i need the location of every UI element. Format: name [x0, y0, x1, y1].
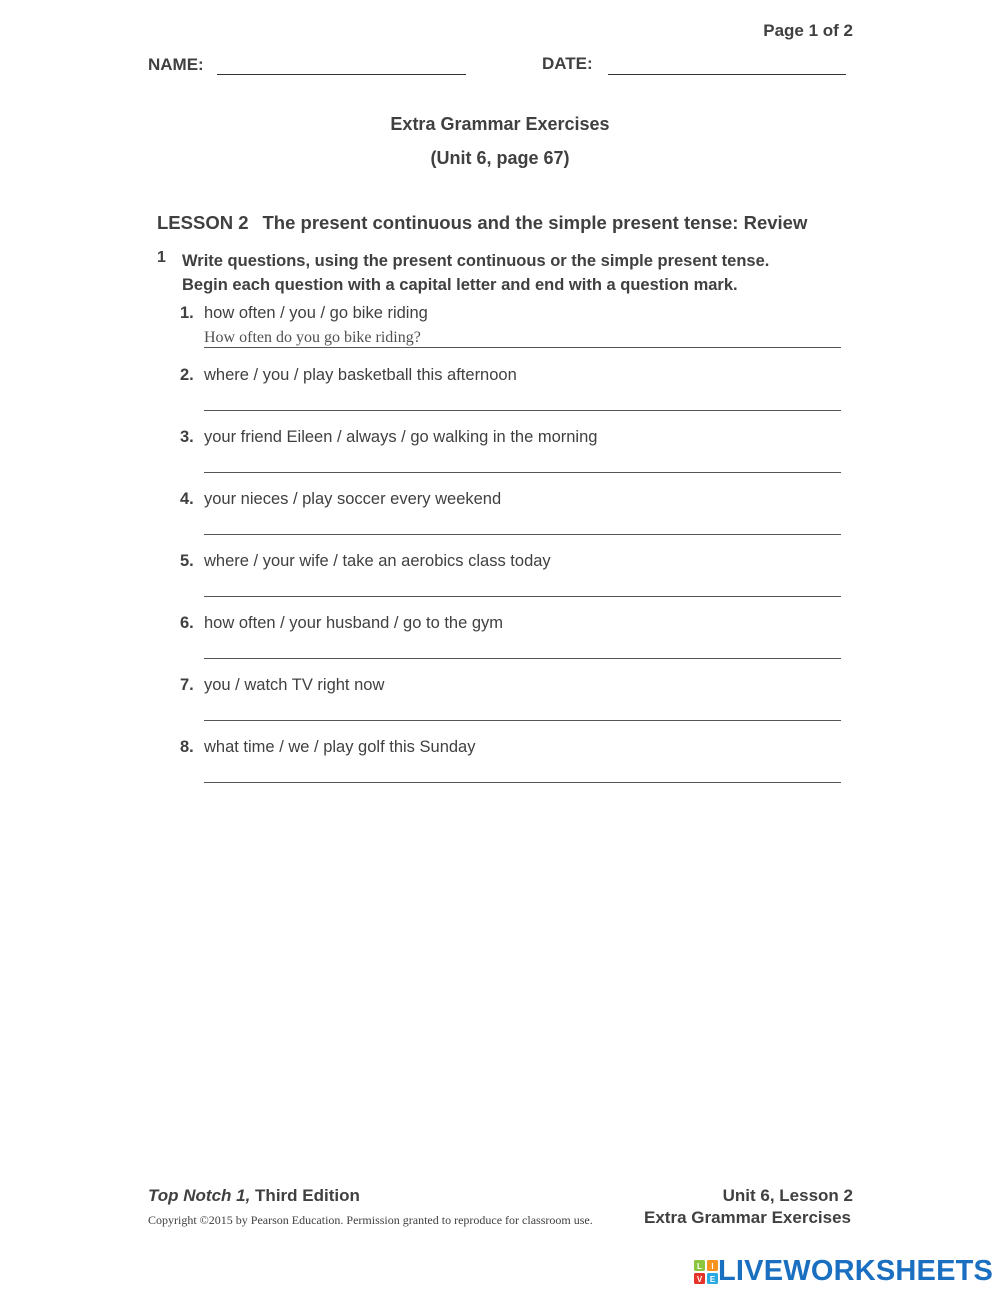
svg-text:V: V	[696, 1274, 703, 1284]
answer-line[interactable]	[204, 596, 841, 597]
item-number: 7.	[180, 676, 194, 694]
item-prompt: where / your wife / take an aerobics class today	[204, 552, 551, 570]
name-label: NAME:	[148, 55, 204, 74]
item-prompt: where / you / play basketball this afternoon	[204, 366, 517, 384]
answer-line[interactable]	[204, 720, 841, 721]
item-number: 8.	[180, 738, 194, 756]
footer-section: Extra Grammar Exercises	[644, 1208, 851, 1227]
item-prompt: your friend Eileen / always / go walking in the morning	[204, 428, 598, 446]
liveworksheets-wordmark: LIVEWORKSHEETS	[718, 1255, 994, 1287]
book-title	[148, 1186, 360, 1206]
date-label: DATE:	[542, 54, 593, 73]
answer-line[interactable]	[204, 782, 841, 783]
item-number: 3.	[180, 428, 194, 446]
lesson-topic: The present continuous and the simple present tense: Review	[262, 212, 808, 233]
liveworksheets-logo[interactable]	[694, 1255, 993, 1288]
page-number: Page 1 of 2	[763, 21, 853, 40]
answer-line[interactable]	[204, 410, 841, 411]
answer-line[interactable]	[204, 658, 841, 659]
item-number: 6.	[180, 614, 194, 632]
item-number: 2.	[180, 366, 194, 384]
instruction-line-1: Write questions, using the present continuous or the simple present tense.	[182, 252, 770, 270]
svg-text:I: I	[711, 1261, 714, 1271]
liveworksheets-blocks-icon	[694, 1260, 718, 1284]
copyright-notice: Copyright ©2015 by Pearson Education. Permission granted to reproduce for classroom use.	[148, 1213, 593, 1227]
item-prompt: how often / you / go bike riding	[204, 304, 428, 322]
item-number: 1.	[180, 304, 194, 322]
item-number: 5.	[180, 552, 194, 570]
item-prompt: what time / we / play golf this Sunday	[204, 738, 476, 756]
lesson-label: LESSON 2	[157, 212, 249, 233]
footer-unit: Unit 6, Lesson 2	[722, 1186, 853, 1205]
svg-text:E: E	[709, 1274, 716, 1284]
lesson-heading	[157, 212, 807, 234]
name-field[interactable]	[217, 74, 466, 75]
item-number: 4.	[180, 490, 194, 508]
worksheet-title: Extra Grammar Exercises	[390, 114, 610, 134]
answer-line[interactable]	[204, 534, 841, 535]
item-prompt: how often / your husband / go to the gym	[204, 614, 504, 632]
date-field[interactable]	[608, 74, 846, 75]
exercise-instructions	[182, 249, 842, 297]
book-edition: Third Edition	[255, 1186, 360, 1205]
answer-line[interactable]	[204, 347, 841, 348]
svg-text:L: L	[697, 1261, 702, 1271]
worksheet-subtitle: (Unit 6, page 67)	[430, 148, 570, 168]
book-title-italic: Top Notch 1,	[148, 1186, 251, 1205]
answer-line[interactable]	[204, 472, 841, 473]
instruction-line-2: Begin each question with a capital letter and end with a question mark.	[182, 276, 738, 294]
exercise-number: 1	[157, 249, 166, 266]
item-prompt: you / watch TV right now	[204, 676, 385, 694]
answer-text[interactable]: How often do you go bike riding?	[204, 329, 421, 346]
item-prompt: your nieces / play soccer every weekend	[204, 490, 502, 508]
